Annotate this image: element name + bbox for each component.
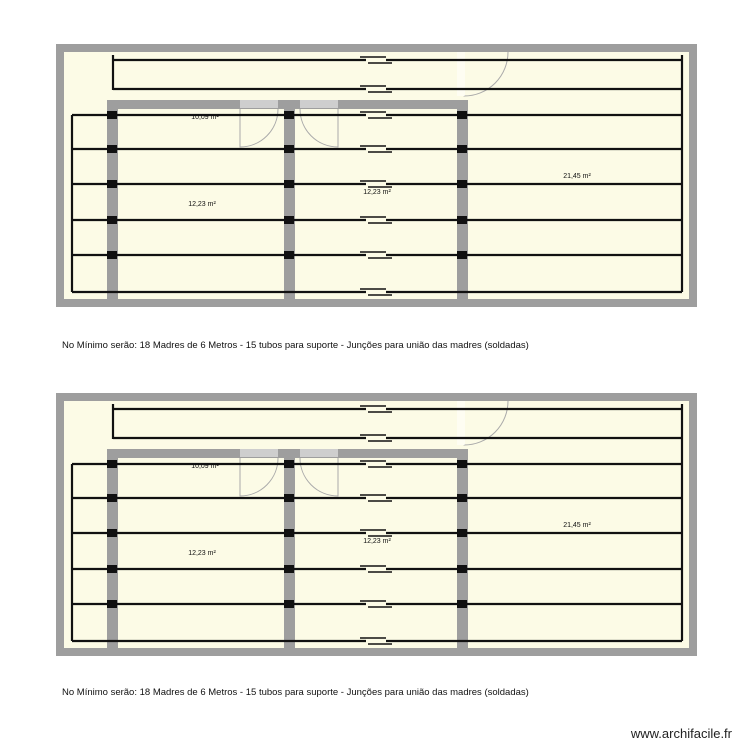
interior-wall-vertical-2 bbox=[284, 100, 295, 299]
floor-plan-bottom bbox=[56, 393, 697, 656]
room-area-label: 12,23 m² bbox=[363, 538, 391, 545]
support-tube bbox=[457, 111, 467, 119]
support-tube bbox=[457, 460, 467, 468]
support-tube bbox=[284, 251, 294, 259]
interior-wall-vertical-1 bbox=[107, 100, 118, 299]
materials-note-bottom: No Mínimo serão: 18 Madres de 6 Metros - 15 tubos para suporte - Junções para união das madres (soldadas) bbox=[62, 687, 529, 698]
support-tube bbox=[284, 460, 294, 468]
support-tube bbox=[457, 216, 467, 224]
support-tube bbox=[284, 494, 294, 502]
room-area-label: 21,45 m² bbox=[563, 522, 591, 529]
support-tube bbox=[284, 145, 294, 153]
archifacile-watermark[interactable]: www.archifacile.fr bbox=[630, 726, 732, 741]
support-tube bbox=[284, 600, 294, 608]
room-area-label: 12,23 m² bbox=[188, 201, 216, 208]
support-tube bbox=[107, 600, 117, 608]
support-tube bbox=[107, 460, 117, 468]
support-tube bbox=[107, 145, 117, 153]
support-tube bbox=[457, 145, 467, 153]
interior-wall-vertical-3 bbox=[457, 100, 468, 299]
support-tube bbox=[284, 180, 294, 188]
room-area-label: 12,23 m² bbox=[363, 189, 391, 196]
support-tube bbox=[457, 180, 467, 188]
interior-wall-vertical-2 bbox=[284, 449, 295, 648]
support-tube bbox=[107, 529, 117, 537]
support-tube bbox=[107, 494, 117, 502]
floor-plan-top bbox=[56, 44, 697, 307]
support-tube bbox=[284, 111, 294, 119]
support-tube bbox=[107, 216, 117, 224]
support-tube bbox=[284, 529, 294, 537]
support-tube bbox=[107, 565, 117, 573]
support-tube bbox=[107, 111, 117, 119]
support-tube bbox=[457, 600, 467, 608]
room-area-label: 21,45 m² bbox=[563, 173, 591, 180]
support-tube bbox=[284, 565, 294, 573]
materials-note-top: No Mínimo serão: 18 Madres de 6 Metros - 15 tubos para suporte - Junções para união das madres (soldadas) bbox=[62, 340, 529, 351]
room-area-label: 10,09 m² bbox=[191, 463, 219, 470]
room-area-label: 10,09 m² bbox=[191, 114, 219, 121]
support-tube bbox=[457, 494, 467, 502]
interior-wall-vertical-1 bbox=[107, 449, 118, 648]
support-tube bbox=[107, 251, 117, 259]
support-tube bbox=[457, 529, 467, 537]
support-tube bbox=[284, 216, 294, 224]
support-tube bbox=[107, 180, 117, 188]
support-tube bbox=[457, 565, 467, 573]
support-tube bbox=[457, 251, 467, 259]
interior-wall-vertical-3 bbox=[457, 449, 468, 648]
room-area-label: 12,23 m² bbox=[188, 550, 216, 557]
